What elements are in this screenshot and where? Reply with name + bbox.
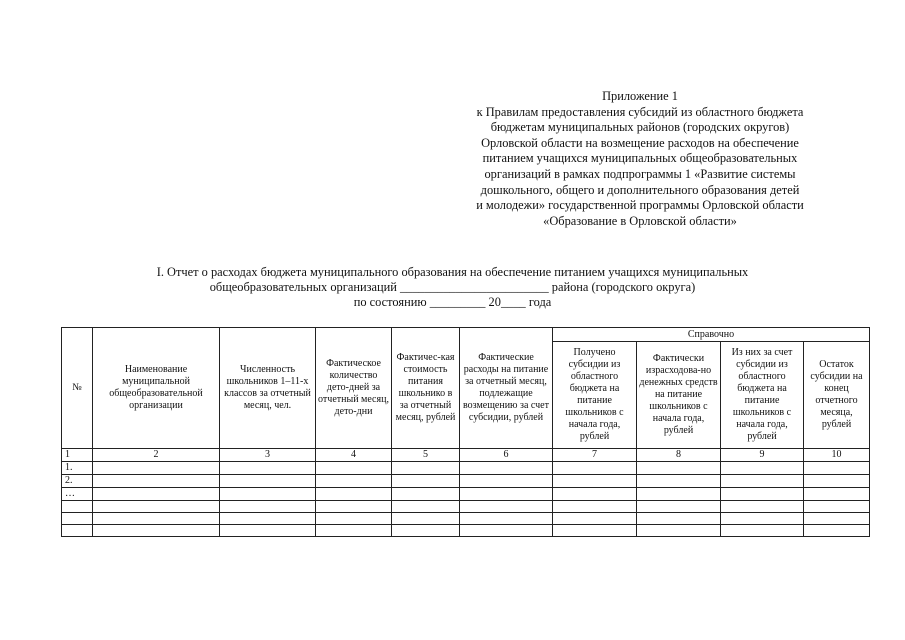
report-title-line-1: I. Отчет о расходах бюджета муниципального образования на обеспечение питанием учащихся муниципальных <box>156 265 749 279</box>
table-cell <box>460 475 553 488</box>
appendix-line: бюджетам муниципальных районов (городских округов) <box>490 120 790 135</box>
header-name: Наименование муниципальной общеобразовательной организации <box>93 328 220 449</box>
appendix-line: «Образование в Орловской области» <box>543 213 737 228</box>
header-received: Получено субсидии из областного бюджета на питание школьников с начала года, рублей <box>553 342 637 449</box>
table-cell <box>721 513 804 525</box>
report-title <box>40 265 865 310</box>
column-number: 1 <box>62 449 93 462</box>
header-reference: Справочно <box>553 328 870 342</box>
table-cell <box>721 488 804 501</box>
table-cell <box>392 525 460 537</box>
table-row <box>62 462 870 475</box>
table-cell <box>637 462 721 475</box>
appendix-line: дошкольного, общего и дополнительного образования детей <box>480 182 800 197</box>
column-number: 3 <box>220 449 316 462</box>
table-cell <box>93 525 220 537</box>
table-cell <box>392 475 460 488</box>
column-number: 4 <box>316 449 392 462</box>
table-cell <box>93 501 220 513</box>
table-cell <box>553 513 637 525</box>
header-num: № <box>62 328 93 449</box>
table-cell <box>721 462 804 475</box>
table-cell <box>637 525 721 537</box>
table-row <box>62 525 870 537</box>
appendix-line: организаций в рамках подпрограммы 1 «Развитие системы <box>484 166 796 181</box>
table-cell <box>93 475 220 488</box>
table-cell <box>553 462 637 475</box>
table-cell <box>220 525 316 537</box>
table-cell <box>392 462 460 475</box>
table-row <box>62 475 870 488</box>
table-cell <box>804 525 870 537</box>
table-cell <box>804 462 870 475</box>
table-cell <box>220 501 316 513</box>
table-cell <box>553 525 637 537</box>
header-remainder: Остаток субсидии на конец отчетного месяца, рублей <box>804 342 870 449</box>
table-cell <box>553 501 637 513</box>
table-cell <box>553 488 637 501</box>
appendix-line: Приложение 1 <box>602 89 678 103</box>
column-number: 5 <box>392 449 460 462</box>
row-label <box>62 513 93 525</box>
table-cell <box>460 501 553 513</box>
appendix-line: питанием учащихся муниципальных общеобразовательных <box>482 151 798 166</box>
table-cell <box>460 462 553 475</box>
table-cell <box>316 525 392 537</box>
table-row <box>62 488 870 501</box>
column-number: 6 <box>460 449 553 462</box>
table-cell <box>316 475 392 488</box>
table-row <box>62 513 870 525</box>
table-cell <box>804 501 870 513</box>
table-cell <box>637 513 721 525</box>
row-label: 1. <box>62 462 93 475</box>
table-cell <box>392 488 460 501</box>
header-row-1 <box>62 328 870 342</box>
appendix-line: и молодежи» государственной программы Орловской области <box>476 198 804 213</box>
table-cell <box>804 475 870 488</box>
header-students: Численность школьников 1–11-х классов за отчетный месяц, чел. <box>220 328 316 449</box>
table-cell <box>316 488 392 501</box>
column-number: 8 <box>637 449 721 462</box>
appendix-line: Орловской области на возмещение расходов на обеспечение <box>481 135 799 150</box>
table-cell <box>220 462 316 475</box>
table-cell <box>460 488 553 501</box>
appendix-line: к Правилам предоставления субсидий из областного бюджета <box>476 104 804 119</box>
table-cell <box>721 475 804 488</box>
header-expenses: Фактические расходы на питание за отчетный месяц, подлежащие возмещению за счет субсидии, рублей <box>460 328 553 449</box>
table-cell <box>553 475 637 488</box>
table-row <box>62 501 870 513</box>
table-cell <box>93 462 220 475</box>
table-cell <box>721 501 804 513</box>
table-cell <box>804 513 870 525</box>
table-cell <box>637 475 721 488</box>
table-cell <box>392 501 460 513</box>
row-label: 2. <box>62 475 93 488</box>
report-title-line-2: общеобразовательных организаций ________________________ района (городского округа) <box>209 280 696 294</box>
column-number: 7 <box>553 449 637 462</box>
report-table <box>61 327 870 537</box>
column-numbers-row <box>62 449 870 462</box>
table-cell <box>721 525 804 537</box>
table-cell <box>804 488 870 501</box>
row-label <box>62 525 93 537</box>
column-number: 2 <box>93 449 220 462</box>
table-cell <box>460 525 553 537</box>
table-cell <box>93 488 220 501</box>
table-cell <box>220 488 316 501</box>
table-cell <box>637 488 721 501</box>
table-cell <box>220 475 316 488</box>
row-label <box>62 501 93 513</box>
header-from-subsidy: Из них за счет субсидии из областного бюджета на питание школьников с начала года, рублей <box>721 342 804 449</box>
table-cell <box>637 501 721 513</box>
table-cell <box>93 513 220 525</box>
table-cell <box>316 513 392 525</box>
report-title-line-3: по состоянию _________ 20____ года <box>353 295 552 309</box>
column-number: 9 <box>721 449 804 462</box>
table-cell <box>220 513 316 525</box>
table-cell <box>460 513 553 525</box>
row-label: … <box>62 488 93 501</box>
table-cell <box>392 513 460 525</box>
header-days: Фактическое количество дето-дней за отчетный месяц, дето-дни <box>316 328 392 449</box>
column-number: 10 <box>804 449 870 462</box>
table-cell <box>316 501 392 513</box>
table-cell <box>316 462 392 475</box>
header-cost: Фактичес-кая стоимость питания школьнико в за отчетный месяц, рублей <box>392 328 460 449</box>
appendix-header <box>440 89 840 229</box>
header-spent: Фактически израсходова-но денежных средств на питание школьников с начала года, рублей <box>637 342 721 449</box>
